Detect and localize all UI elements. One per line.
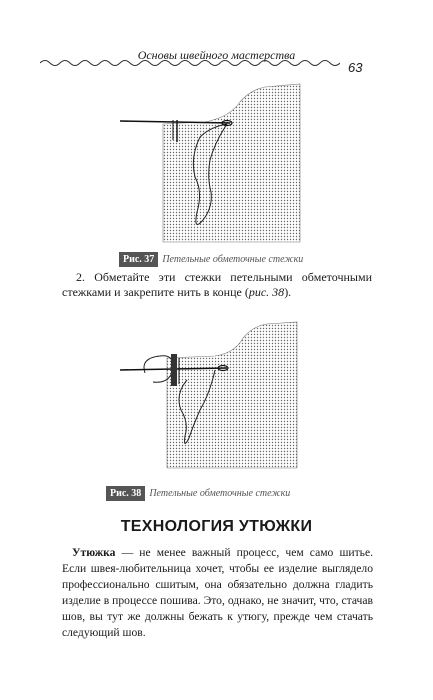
caption-text: Петельные обметочные стежки bbox=[149, 488, 291, 499]
page-number: 63 bbox=[348, 60, 363, 75]
caption-text: Петельные обметочные стежки bbox=[162, 254, 304, 265]
fabric-shape bbox=[167, 322, 297, 468]
section-heading: ТЕХНОЛОГИЯ УТЮЖКИ bbox=[120, 518, 313, 535]
figure-badge: Рис. 38 bbox=[106, 486, 145, 501]
body-text: — не менее важный процесс, чем само шитье. Если швея-любительница хочет, чтобы ее изделие выглядело профессионально сшитым, она обязательно должна гладить изделие в процессе пошива. Это, однако, не значит, что, стачав шов, вы тут же должны бежать к утюгу, прежде чем стачать следующий шов. bbox=[62, 546, 373, 639]
figure-reference: рис. 38 bbox=[248, 285, 285, 299]
step-text-end: ). bbox=[284, 285, 292, 299]
step-text: 2. Обметайте эти стежки петельными обметочными стежками и закрепите нить в конце ( bbox=[62, 270, 372, 299]
figure-38-caption bbox=[106, 486, 290, 501]
step-2-paragraph bbox=[62, 270, 372, 300]
fabric-shape bbox=[163, 84, 300, 242]
term: Утюжка bbox=[72, 546, 116, 559]
figure-37-illustration bbox=[115, 82, 315, 252]
figure-38-illustration bbox=[115, 318, 315, 478]
figure-37-caption bbox=[119, 252, 303, 267]
figure-badge: Рис. 37 bbox=[119, 252, 158, 267]
section-body bbox=[62, 545, 373, 641]
header-wavy-rule bbox=[40, 58, 340, 68]
running-title: Основы швейного мастерства bbox=[137, 48, 296, 62]
stitch-block bbox=[171, 354, 177, 386]
